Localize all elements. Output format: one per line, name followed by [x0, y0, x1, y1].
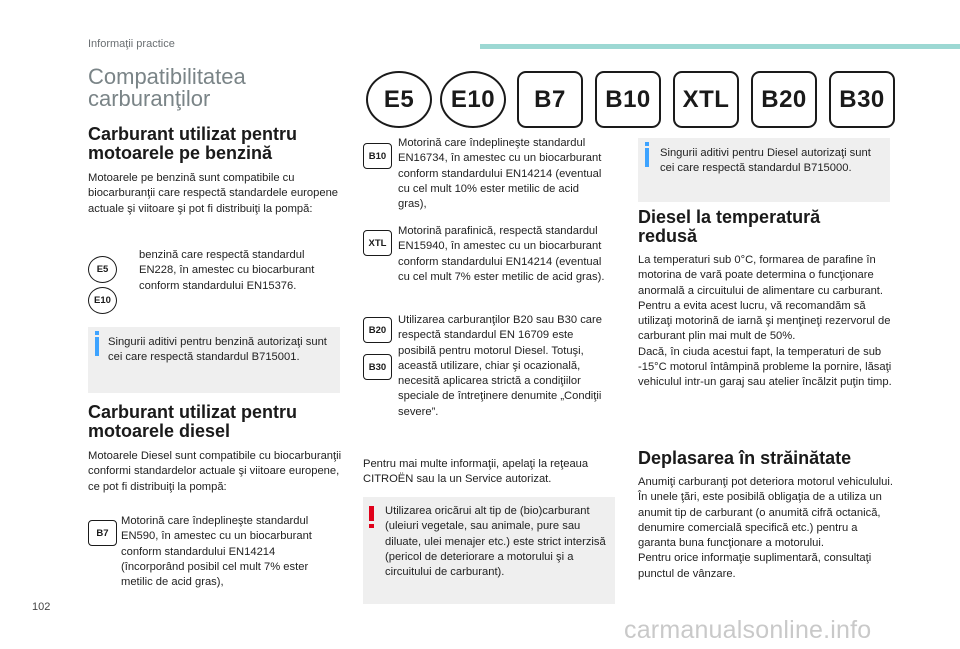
- badge-e5-small: [88, 256, 117, 283]
- petrol-additives-note: [88, 327, 340, 393]
- badge-b10-large-label: B10: [605, 85, 651, 113]
- badge-e5-small-label: E5: [96, 264, 109, 275]
- page-title: Compatibilitatea carburanţilor: [88, 64, 246, 111]
- badge-xtl-large-label: XTL: [682, 85, 730, 113]
- diesel-additives-note: [638, 138, 890, 202]
- badge-b10-small: [363, 143, 392, 169]
- abroad-text: Anumiţi carburanţi pot deteriora motorul vehiculului. În unele ţări, este posibilă obligaţia de a utiliza un anumit tip de carburant (o anumită cifră octanică, denumire comercială specifică etc.) pentru a garanta buna funcţionare a motorului. Pentru orice informaţie suplimentară, consultaţi punctul de vânzare.: [638, 476, 893, 580]
- cold-heading: Diesel la temperatură redusă: [638, 207, 821, 246]
- fuel-warning-note-text: Utilizarea oricărui alt tip de (bio)carburant (uleiuri vegetale, sau animale, pure sau diluate, ulei menajer etc.) este strict interzisă (pericol de deteriorare a motorului şi a circuitului de carburant).: [385, 505, 606, 579]
- badge-b20-large: [751, 71, 817, 128]
- badge-b10-small-label: B10: [368, 150, 387, 162]
- badge-b30-small: [363, 354, 392, 380]
- diesel-additives-note-text: Singurii aditivi pentru Diesel autorizaţi sunt cei care respectă standardul B715000.: [660, 147, 871, 175]
- badge-xtl-small-label: XTL: [368, 237, 387, 249]
- badge-b7-small: [88, 520, 117, 546]
- badge-b30-large-label: B30: [839, 85, 885, 113]
- badge-e5-large: [366, 71, 432, 128]
- watermark-text: carmanualsonline.info: [624, 616, 872, 644]
- section-label: Informaţii practice: [88, 38, 175, 50]
- badge-b30-large: [829, 71, 895, 128]
- b20-b30-text: Utilizarea carburanţilor B20 sau B30 care respectă standardul EN 16709 este posibilă pentru motorul Diesel. Totuşi, această utilizare, chiar şi ocazională, necesită aplicarea strictă a condiţiilor speciale de întreţinere denumite „Condiţii severe”.: [398, 314, 602, 418]
- badge-e10-large-label: E10: [450, 85, 496, 113]
- badge-e10-small: [88, 287, 117, 314]
- info-icon: [645, 148, 649, 167]
- badge-b30-small-label: B30: [368, 361, 387, 373]
- diesel-heading: Carburant utilizat pentru motoarele diesel: [88, 402, 298, 441]
- badge-b7-large-label: B7: [534, 85, 566, 113]
- fuel-warning-note: [363, 497, 615, 604]
- badge-e5-large-label: E5: [383, 85, 415, 113]
- badge-xtl-small: [363, 230, 392, 256]
- xtl-text: Motorină parafinică, respectă standardul EN15940, în amestec cu un biocarburant conform standardului EN14214 (eventual cu cel mult 7% ester metilic de acid gras).: [398, 225, 605, 283]
- abroad-heading: Deplasarea în străinătate: [638, 448, 852, 468]
- b10-text: Motorină care îndeplineşte standardul EN16734, în amestec cu un biocarburant conform standardului EN14214 (eventual cu cel mult 10% ester metilic de acid gras),: [398, 137, 602, 211]
- header-accent-rule: [480, 44, 960, 49]
- more-info-text: Pentru mai multe informaţii, apelaţi la reţeaua CITROËN sau la un Service autorizat.: [363, 458, 589, 486]
- petrol-item-text: benzină care respectă standardul EN228, în amestec cu biocarburant conform standardului EN15376.: [139, 249, 315, 292]
- warning-exclamation-icon: [369, 506, 374, 528]
- petrol-heading: Carburant utilizat pentru motoarele pe benzină: [88, 124, 298, 163]
- badge-b20-small: [363, 317, 392, 343]
- page-number: 102: [32, 601, 51, 613]
- badge-b7-small-label: B7: [96, 527, 109, 539]
- badge-b20-large-label: B20: [761, 85, 807, 113]
- badge-b20-small-label: B20: [368, 324, 387, 336]
- badge-b7-large: [517, 71, 583, 128]
- badge-e10-small-label: E10: [94, 295, 111, 306]
- badge-e10-large: [440, 71, 506, 128]
- badge-b10-large: [595, 71, 661, 128]
- info-icon: [95, 337, 99, 356]
- cold-text: La temperaturi sub 0°C, formarea de parafine în motorina de vară poate determina o funcţionare anormală a circuitului de alimentare cu carburant. Pentru a evita acest lucru, vă recomandăm să utilizaţi motorină de iarnă şi menţineţi rezervorul de carburant plin mai mult de 50%. Dacă, în ciuda acestui fapt, la temperaturi de sub -15°C motorul întâmpină probleme la pornire, lăsaţi vehiculul intr-un garaj sau atelier încălzit puţin timp.: [638, 254, 892, 389]
- badge-xtl-large: [673, 71, 739, 128]
- petrol-intro: Motoarele pe benzină sunt compatibile cu biocarburanţii care respectă standardele europene actuale şi viitoare şi pot fi distribuiţi la pompă:: [88, 172, 339, 215]
- petrol-additives-note-text: Singurii aditivi pentru benzină autorizaţi sunt cei care respectă standardul B715001.: [108, 336, 327, 364]
- diesel-intro: Motoarele Diesel sunt compatibile cu biocarburanţii conformi standardelor actuale şi viitoare europene, ce pot fi distribuiţi la pompă:: [88, 450, 342, 493]
- b7-text: Motorină care îndeplineşte standardul EN590, în amestec cu un biocarburant conform standardului EN14214 (încorporând posibil cel mult 7% ester metilic de acid gras),: [121, 515, 312, 589]
